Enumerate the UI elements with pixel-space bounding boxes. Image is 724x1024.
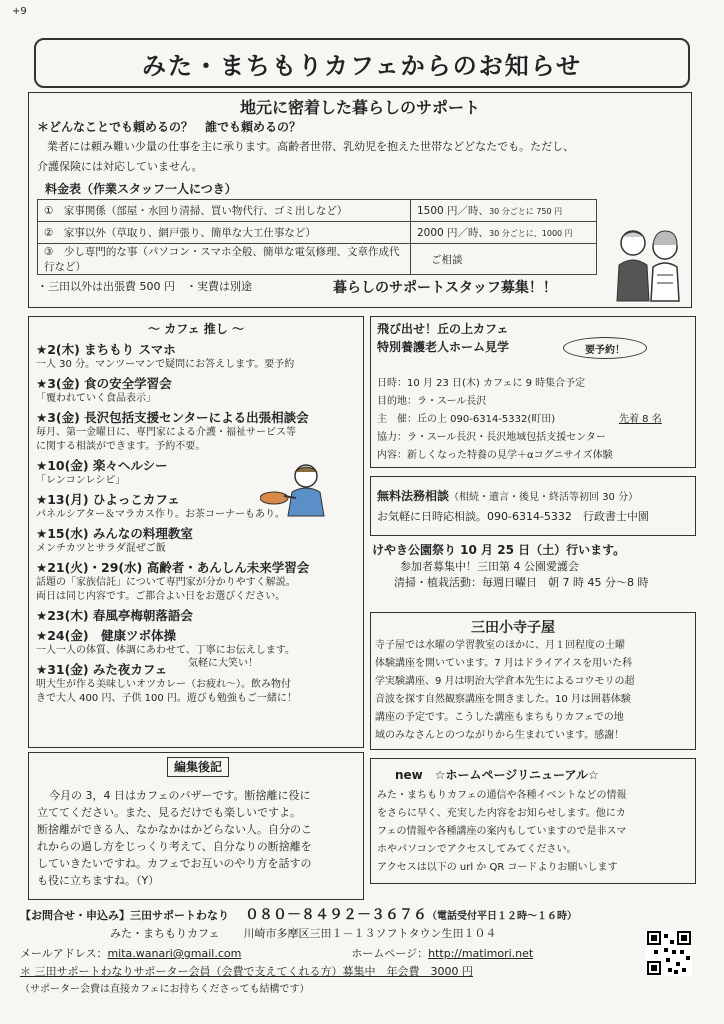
- cafe-event: [36, 376, 356, 406]
- cafe-event-title: ★10(金) 楽々ヘルシー: [36, 458, 168, 473]
- contact-hours: （電話受付平日１２時～１６時）: [427, 911, 577, 922]
- editor-title: 編集後記: [167, 757, 229, 777]
- reservation-badge: 要予約！: [563, 337, 647, 359]
- cafe-event-title: ★31(金) みた夜カフェ: [36, 662, 168, 677]
- cafe-event-title: ★24(金) 健康ツボ体操: [36, 628, 177, 643]
- editor-section: [28, 752, 364, 900]
- support-para1: 業者には頼み難い少量の仕事を主に承ります。高齢者世帯、乳幼児を抱えた世帯などどなたでも。ただし、: [47, 140, 575, 153]
- cafe-event-desc: 毎月、第一金曜日に、専門家による介護・福祉サービス等: [36, 427, 296, 438]
- cafe-event-title: ★15(水) みんなの料理教室: [36, 526, 193, 541]
- oka-line: 協力：ラ・スール長沢・長沢地域包括支援センター: [377, 432, 606, 443]
- cafe-event-title: ★2(木) まちもり スマホ: [36, 342, 176, 357]
- cafe-event-title: ★21(火)・29(水) 高齢者・あんしん未来学習会: [36, 560, 310, 575]
- cafe-event-title: ★13(月) ひよっこカフェ: [36, 492, 180, 507]
- cafe-event-desc: パネルシアター＆マラカス作り。お茶コーナーもあり。: [36, 509, 286, 520]
- cafe-event-desc: 両日は同じ内容です。ご都合よい日をお選びください。: [36, 591, 286, 602]
- editor-line: 断捨離ができる人、なかなかはかどらない人。自分のこ: [37, 823, 312, 836]
- qr-code-icon[interactable]: [646, 930, 692, 976]
- homepage-line: フェの情報や各種講座の案内もしていますので是非スマ: [377, 826, 627, 837]
- keyaki-title: けやき公園祭り 10 月 25 日（土）行います。: [372, 543, 626, 557]
- cafe-event: [36, 628, 356, 658]
- email-link[interactable]: mita.wanari@gmail.com: [107, 947, 242, 960]
- homepage-title: new ☆ホームページリニューアル☆: [395, 768, 599, 782]
- legal-section: [370, 476, 696, 536]
- editor-line: れからの過し方をじっくり考えて、自分なりの断捨離を: [37, 840, 312, 853]
- oka-line: 内容：新しくなった特養の見学＋αコグニサイズ体験: [377, 450, 613, 461]
- cafe-event-desc: に関する相談ができます。予約不要。: [36, 441, 206, 452]
- oka-title1: 飛び出せ！丘の上カフェ: [377, 322, 509, 336]
- fee-item: ① 家事関係（部屋・水回り清掃、買い物代行、ゴミ出しなど）: [38, 200, 411, 222]
- footer: [20, 904, 700, 997]
- cafe-event-desc: 「覆われていく食品表示」: [36, 393, 156, 404]
- cafe-event-desc: きで大人 400 円、子供 100 円。遊びも勉強もご一緒に！: [36, 693, 297, 704]
- editor-line: していきたいですね。カフェでお互いのやり方を話すの: [37, 857, 312, 870]
- page-title: みた・まちもりカフェからのお知らせ: [141, 51, 583, 80]
- fee-price: 1500 円／時、30 分ごとに 750 円: [411, 200, 597, 222]
- editor-line: 今月の 3，4 日はカフェのバザーです。断捨離に役に: [49, 789, 311, 802]
- recruit-text: 暮らしのサポートスタッフ募集！！: [333, 280, 557, 296]
- fee-item: ② 家事以外（草取り、網戸張り、簡単な大工仕事など）: [38, 222, 411, 244]
- contact-label: 【お問合せ・申込み】三田サポートわなり: [20, 909, 229, 922]
- homepage-section: [370, 758, 696, 884]
- cafe-event: [36, 410, 356, 454]
- terakoya-line: 講座の予定です。こうした講座もまちもりカフェでの地: [375, 712, 624, 723]
- support-question: ＊どんなことでも頼めるの？ 誰でも頼めるの？: [37, 120, 302, 134]
- fee-table: [37, 199, 597, 275]
- support-para2: 介護保険には対応していません。: [37, 160, 203, 173]
- terakoya-line: 学実験講座、9 月は明治大学倉本先生によるコウモリの超: [375, 676, 635, 687]
- header-box: [34, 38, 690, 88]
- cafe-event-desc: 「レンコンレシピ」: [36, 475, 126, 486]
- cafe-event-desc: 一人一人の体質、体調にあわせて、丁寧にお伝えします。: [36, 645, 295, 656]
- support-section: [28, 92, 692, 308]
- cafe-name: みた・まちもりカフェ: [110, 927, 220, 940]
- fee-item: ③ 少し専門的な事（パソコン・スマホ全般、簡単な電気修理、文章作成代行など）: [38, 244, 411, 275]
- cafe-event-desc: 明大生が作る美味しいオツカレー（お疲れ～）。飲み物付: [36, 679, 291, 690]
- fee-row: [38, 244, 597, 275]
- fee-price: ご相談: [411, 244, 597, 275]
- support-extra: ・三田以外は出張費 500 円 ・実費は別途: [37, 280, 252, 293]
- homepage-line: ホやパソコンでアクセスしてみてください。: [377, 844, 577, 855]
- cafe-event-desc: 一人 30 分。マンツーマンで疑問にお答えします。要予約: [36, 359, 295, 370]
- contact-phone[interactable]: ０８０－８４９２－３６７６: [245, 907, 427, 923]
- oka-line: 主 催：丘の上 090-6314-5332(町田): [377, 414, 556, 425]
- hp-label: ホームページ：: [351, 947, 429, 960]
- cafe-event: [36, 342, 356, 372]
- cafe-event-desc: メンチカツとサラダ混ぜご飯: [36, 543, 166, 554]
- cooking-illustration: [260, 462, 340, 518]
- cafe-event-title: ★3(金) 長沢包括支援センターによる出張相談会: [36, 410, 309, 425]
- cafe-address: 川崎市多摩区三田１－１３ソフトタウン生田１０４: [243, 927, 497, 940]
- cafe-event-title: ★23(木) 春風亭梅朝落語会: [36, 608, 193, 623]
- terakoya-line: 音波を探す自然観察講座を開きました。10 月は囲碁体験: [375, 694, 631, 705]
- oka-cafe-section: [370, 316, 696, 468]
- email-label: メールアドレス：: [20, 947, 108, 960]
- homepage-line: みた・まちもりカフェの通信や各種イベントなどの情報: [377, 790, 627, 801]
- terakoya-section: [370, 612, 696, 750]
- terakoya-line: 体験講座を開いています。7 月はドライアイスを用いた科: [375, 658, 633, 669]
- homepage-line: をさらに早く、充実した内容をお知らせします。他にカ: [377, 808, 626, 819]
- oka-line: 日時：10 月 23 日(木) カフェに 9 時集合予定: [377, 378, 586, 389]
- fee-title: 料金表（作業スタッフ一人につき）: [45, 182, 237, 196]
- elderly-couple-illustration: [609, 225, 689, 305]
- keyaki-section: [372, 542, 696, 591]
- cafe-title: ～ カフェ 推し ～: [148, 322, 244, 336]
- terakoya-title: 三田小寺子屋: [471, 620, 555, 636]
- legal-title: 無料法務相談: [377, 489, 450, 503]
- cafe-event-desc: 話題の「家族信託」について専門家が分かりやすく解説。: [36, 577, 296, 588]
- legal-line: お気軽に日時応相談。090-6314-5332 行政書士中園: [377, 510, 649, 523]
- terakoya-line: 域のみなさんとのつながりから生まれています。感謝！: [375, 730, 625, 741]
- legal-sub: （相続・遺言・後見・終活等初回 30 分）: [449, 492, 639, 503]
- fee-row: [38, 200, 597, 222]
- terakoya-line: 寺子屋では水曜の学習教室のほかに、月１回程度の土曜: [375, 640, 625, 651]
- oka-capacity: 先着 8 名: [619, 414, 662, 425]
- cafe-event: [36, 526, 356, 556]
- member-recruit: ＊ 三田サポートわなりサポーター会員（会費で支えてくれる方）募集中 年会費 3000 円: [20, 965, 473, 978]
- keyaki-line2: 清掃・植栽活動：毎週日曜日 朝 7 時 45 分～8 時: [394, 576, 649, 589]
- cafe-event: [36, 560, 356, 604]
- editor-line: も役に立ちますね。（Y）: [37, 874, 160, 887]
- oka-title2: 特別養護老人ホーム見学: [377, 340, 510, 354]
- keyaki-line1: 参加者募集中！三田第 4 公園愛護会: [400, 560, 579, 573]
- fee-row: [38, 222, 597, 244]
- member-note: （サポーター会費は直接カフェにお持ちくださっても結構です）: [20, 984, 310, 995]
- cafe-event-title: ★3(金) 食の安全学習会: [36, 376, 172, 391]
- cafe-event: [36, 608, 356, 624]
- fee-price: 2000 円／時、30 分ごとに、1000 円: [411, 222, 597, 244]
- rakugo-note: 気軽に大笑い！: [188, 658, 258, 669]
- page-number: +9: [12, 6, 27, 17]
- oka-line: 目的地：ラ・スール長沢: [377, 396, 487, 407]
- support-title: 地元に密着した暮らしのサポート: [239, 98, 480, 117]
- homepage-line: アクセスは以下の url か QR コードよりお願いします: [377, 862, 618, 873]
- hp-link[interactable]: http://matimori.net: [428, 947, 534, 960]
- editor-line: 立ててください。また、見るだけでも楽しいですよ。: [37, 806, 301, 819]
